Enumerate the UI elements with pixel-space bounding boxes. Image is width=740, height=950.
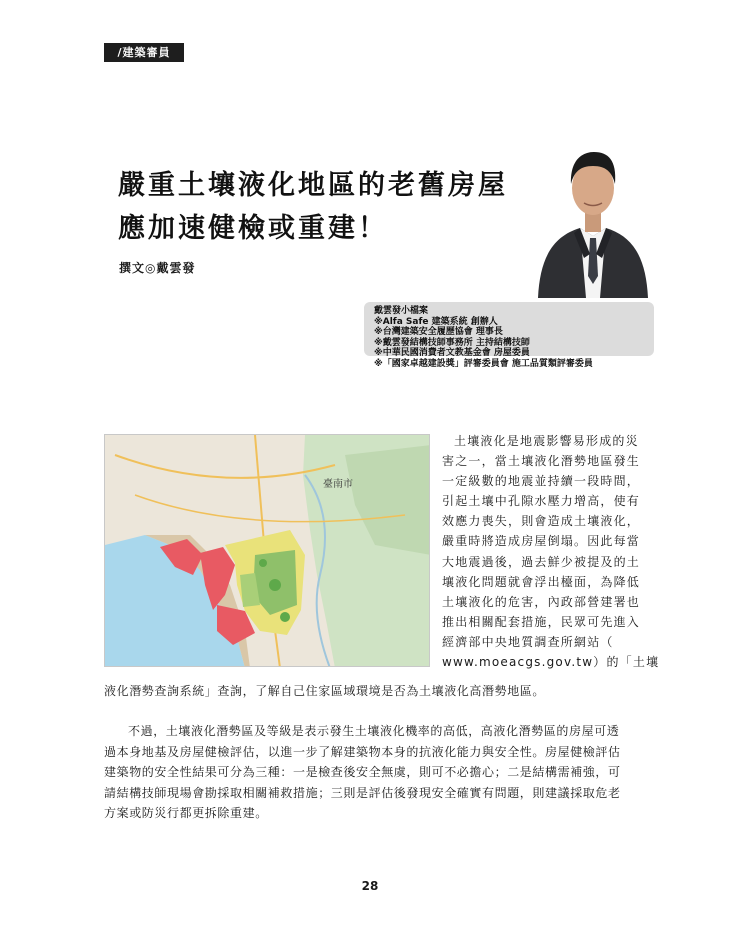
text-line: 經濟部中央地質調查所網站（ xyxy=(442,634,614,649)
section-tag: /建築審員 xyxy=(104,43,184,62)
article-title-line-2: 應加速健檢或重建！ xyxy=(118,213,388,244)
bio-item: ※中華民國消費者文教基金會 房屋委員 xyxy=(374,348,530,358)
page-number: 28 xyxy=(361,879,379,893)
body-paragraph-1-tail: 液化潛勢查詢系統」查詢，了解自己住家區域環境是否為土壤液化高潛勢地區。 xyxy=(104,684,546,698)
text-line: 方案或防災行都更拆除重建。 xyxy=(104,806,268,820)
map-city-label: 臺南市 xyxy=(323,479,353,490)
text-line: 推出相關配套措施，民眾可先進入 xyxy=(442,614,641,629)
text-line: 不過，土壤液化潛勢區及等級是表示發生土壤液化機率的高低，高液化潛勢區的房屋可透 xyxy=(128,724,620,738)
text-line: 一定級數的地震並持續一段時間， xyxy=(442,474,641,489)
bio-heading: 戴雲發小檔案 xyxy=(374,306,429,316)
text-line: 土壤液化的危害，內政部營建署也 xyxy=(442,594,641,609)
text-line: 嚴重時將造成房屋倒塌。因此每當 xyxy=(442,534,641,549)
byline: 撰文◎戴雲發 xyxy=(119,261,196,275)
author-photo xyxy=(534,136,652,298)
text-line: www.moeacgs.gov.tw）的「土壤 xyxy=(442,655,660,670)
text-line: 大地震過後，過去鮮少被提及的土 xyxy=(442,554,641,569)
bio-item: ※台灣建築安全履歷協會 理事長 xyxy=(374,327,503,337)
text-line: 害之一，當土壤液化潛勢地區發生 xyxy=(442,454,641,469)
text-line: 效應力喪失，則會造成土壤液化， xyxy=(442,514,641,529)
text-line: 土壤液化是地震影響易形成的災 xyxy=(454,434,639,448)
article-title-line-1: 嚴重土壤液化地區的老舊房屋 xyxy=(118,170,508,201)
text-line: 請結構技師現場會勘採取相關補救措施；三則是評估後發現安全確實有問題，則建議採取危老 xyxy=(104,785,621,800)
text-line: 引起土壤中孔隙水壓力增高，使有 xyxy=(442,494,641,509)
text-line: 壤液化問題就會浮出檯面，為降低 xyxy=(442,574,641,589)
bio-item: ※戴雲發結構技師事務所 主持結構技師 xyxy=(374,337,530,348)
text-line: 建築物的安全性結果可分為三種：一是檢查後安全無虞，則可不必擔心；二是結構需補強，可 xyxy=(104,765,621,779)
author-bio-box xyxy=(364,302,654,369)
bio-item: ※「國家卓越建設獎」評審委員會 施工品質類評審委員 xyxy=(374,358,593,369)
text-line: 過本身地基及房屋健檢評估，以進一步了解建築物本身的抗液化能力與安全性。房屋健檢評估 xyxy=(104,744,621,759)
bio-item: ※Alfa Safe 建築系統 創辦人 xyxy=(374,316,498,327)
liquefaction-potential-map xyxy=(104,434,430,667)
body-paragraph-2 xyxy=(104,721,649,824)
body-paragraph-1 xyxy=(442,431,660,672)
